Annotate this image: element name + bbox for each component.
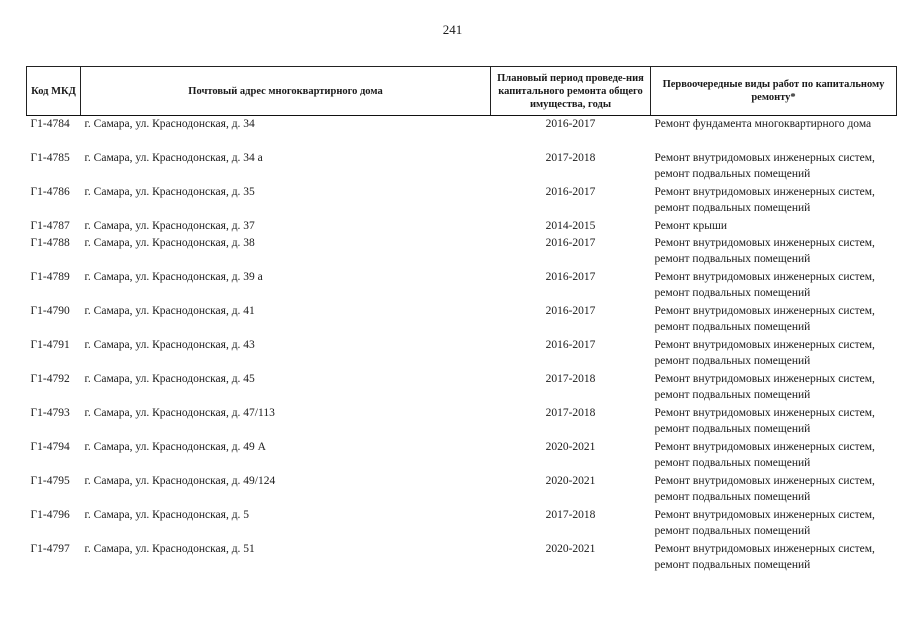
priority-works xyxy=(651,235,897,269)
works-line-1: Ремонт внутридомовых инженерных систем, xyxy=(654,338,875,351)
page-number: 241 xyxy=(442,22,463,37)
mkd-code: Г1-4786 xyxy=(30,185,70,198)
building-address: г. Самара, ул. Краснодонская, д. 49 А xyxy=(84,440,266,453)
mkd-code: Г1-4795 xyxy=(30,474,70,487)
building-address: г. Самара, ул. Краснодонская, д. 37 xyxy=(84,219,255,232)
priority-works xyxy=(651,439,897,473)
building-address: г. Самара, ул. Краснодонская, д. 47/113 xyxy=(84,406,275,419)
building-address: г. Самара, ул. Краснодонская, д. 34 а xyxy=(84,151,263,164)
mkd-code: Г1-4785 xyxy=(30,151,70,164)
table-row xyxy=(27,541,897,575)
header-address: Почтовый адрес многоквартирного дома xyxy=(81,67,491,116)
repair-period: 2020-2021 xyxy=(545,474,596,487)
table-row xyxy=(27,473,897,507)
works-line-1: Ремонт внутридомовых инженерных систем, xyxy=(654,372,875,385)
table-row xyxy=(27,235,897,269)
header-works: Первоочередные виды работ по капитальному ремонту* xyxy=(651,67,897,116)
works-line-1: Ремонт внутридомовых инженерных систем, xyxy=(654,440,875,453)
priority-works xyxy=(651,303,897,337)
table-row xyxy=(27,116,897,150)
priority-works xyxy=(651,184,897,218)
works-line-1: Ремонт фундамента многоквартирного дома xyxy=(654,118,872,130)
works-line-2: ремонт подвальных помещений xyxy=(654,252,811,265)
works-line-2: ремонт подвальных помещений xyxy=(654,354,811,367)
repair-period: 2016-2017 xyxy=(545,236,596,249)
mkd-code: Г1-4797 xyxy=(30,542,70,555)
works-line-1: Ремонт внутридомовых инженерных систем, xyxy=(654,542,875,555)
works-line-2: ремонт подвальных помещений xyxy=(654,558,811,571)
mkd-code: Г1-4793 xyxy=(30,406,70,419)
priority-works xyxy=(651,269,897,303)
repair-period: 2014-2015 xyxy=(545,219,596,232)
building-address: г. Самара, ул. Краснодонская, д. 34 xyxy=(84,118,255,130)
priority-works xyxy=(651,218,897,235)
repair-period: 2017-2018 xyxy=(545,508,596,521)
header-period: Плановый период проведе-ния капитального ремонта общего имущества, годы xyxy=(491,67,651,116)
repair-period: 2016-2017 xyxy=(545,338,596,351)
works-line-1: Ремонт крыши xyxy=(654,219,728,232)
mkd-code: Г1-4784 xyxy=(30,118,70,130)
table-row xyxy=(27,507,897,541)
works-line-2: ремонт подвальных помещений xyxy=(654,456,811,469)
priority-works xyxy=(651,405,897,439)
priority-works xyxy=(651,150,897,184)
priority-works xyxy=(651,541,897,575)
works-line-2: ремонт подвальных помещений xyxy=(654,320,811,333)
works-line-1: Ремонт внутридомовых инженерных систем, xyxy=(654,304,875,317)
works-line-2: ремонт подвальных помещений xyxy=(654,167,811,180)
repair-period: 2017-2018 xyxy=(545,406,596,419)
building-address: г. Самара, ул. Краснодонская, д. 35 xyxy=(84,185,255,198)
works-line-2: ремонт подвальных помещений xyxy=(654,286,811,299)
table-row xyxy=(27,184,897,218)
mkd-code: Г1-4796 xyxy=(30,508,70,521)
works-line-2: ремонт подвальных помещений xyxy=(654,490,811,503)
mkd-code: Г1-4789 xyxy=(30,270,70,283)
priority-works xyxy=(651,507,897,541)
priority-works xyxy=(651,116,897,150)
repair-period: 2016-2017 xyxy=(545,304,596,317)
table-body xyxy=(27,116,897,575)
works-line-1: Ремонт внутридомовых инженерных систем, xyxy=(654,236,875,249)
table-row xyxy=(27,218,897,235)
repair-period: 2020-2021 xyxy=(545,440,596,453)
works-line-1: Ремонт внутридомовых инженерных систем, xyxy=(654,508,875,521)
priority-works xyxy=(651,473,897,507)
capital-repair-table xyxy=(26,66,897,575)
building-address: г. Самара, ул. Краснодонская, д. 41 xyxy=(84,304,255,317)
building-address: г. Самара, ул. Краснодонская, д. 43 xyxy=(84,338,255,351)
building-address: г. Самара, ул. Краснодонская, д. 39 а xyxy=(84,270,263,283)
works-line-1: Ремонт внутридомовых инженерных систем, xyxy=(654,474,875,487)
table-row xyxy=(27,405,897,439)
table-row xyxy=(27,303,897,337)
works-line-1: Ремонт внутридомовых инженерных систем, xyxy=(654,151,875,164)
works-line-1: Ремонт внутридомовых инженерных систем, xyxy=(654,270,875,283)
header-code: Код МКД xyxy=(27,67,81,116)
repair-period: 2016-2017 xyxy=(545,118,596,130)
table-row xyxy=(27,371,897,405)
building-address: г. Самара, ул. Краснодонская, д. 5 xyxy=(84,508,250,521)
priority-works xyxy=(651,371,897,405)
mkd-code: Г1-4787 xyxy=(30,219,70,232)
repair-period: 2020-2021 xyxy=(545,542,596,555)
building-address: г. Самара, ул. Краснодонская, д. 38 xyxy=(84,236,255,249)
mkd-code: Г1-4791 xyxy=(30,338,70,351)
table-header-row xyxy=(27,67,897,116)
priority-works xyxy=(651,337,897,371)
mkd-code: Г1-4794 xyxy=(30,440,70,453)
table-row xyxy=(27,150,897,184)
table-row xyxy=(27,337,897,371)
works-line-1: Ремонт внутридомовых инженерных систем, xyxy=(654,406,875,419)
mkd-code: Г1-4790 xyxy=(30,304,70,317)
repair-period: 2016-2017 xyxy=(545,185,596,198)
mkd-code: Г1-4788 xyxy=(30,236,70,249)
works-line-2: ремонт подвальных помещений xyxy=(654,388,811,401)
building-address: г. Самара, ул. Краснодонская, д. 51 xyxy=(84,542,255,555)
works-line-2: ремонт подвальных помещений xyxy=(654,201,811,214)
building-address: г. Самара, ул. Краснодонская, д. 49/124 xyxy=(84,474,276,487)
building-address: г. Самара, ул. Краснодонская, д. 45 xyxy=(84,372,255,385)
table-row xyxy=(27,439,897,473)
repair-period: 2017-2018 xyxy=(545,151,596,164)
works-line-1: Ремонт внутридомовых инженерных систем, xyxy=(654,185,875,198)
works-line-2: ремонт подвальных помещений xyxy=(654,524,811,537)
repair-period: 2016-2017 xyxy=(545,270,596,283)
repair-period: 2017-2018 xyxy=(545,372,596,385)
mkd-code: Г1-4792 xyxy=(30,372,70,385)
table-row xyxy=(27,269,897,303)
works-line-2: ремонт подвальных помещений xyxy=(654,422,811,435)
